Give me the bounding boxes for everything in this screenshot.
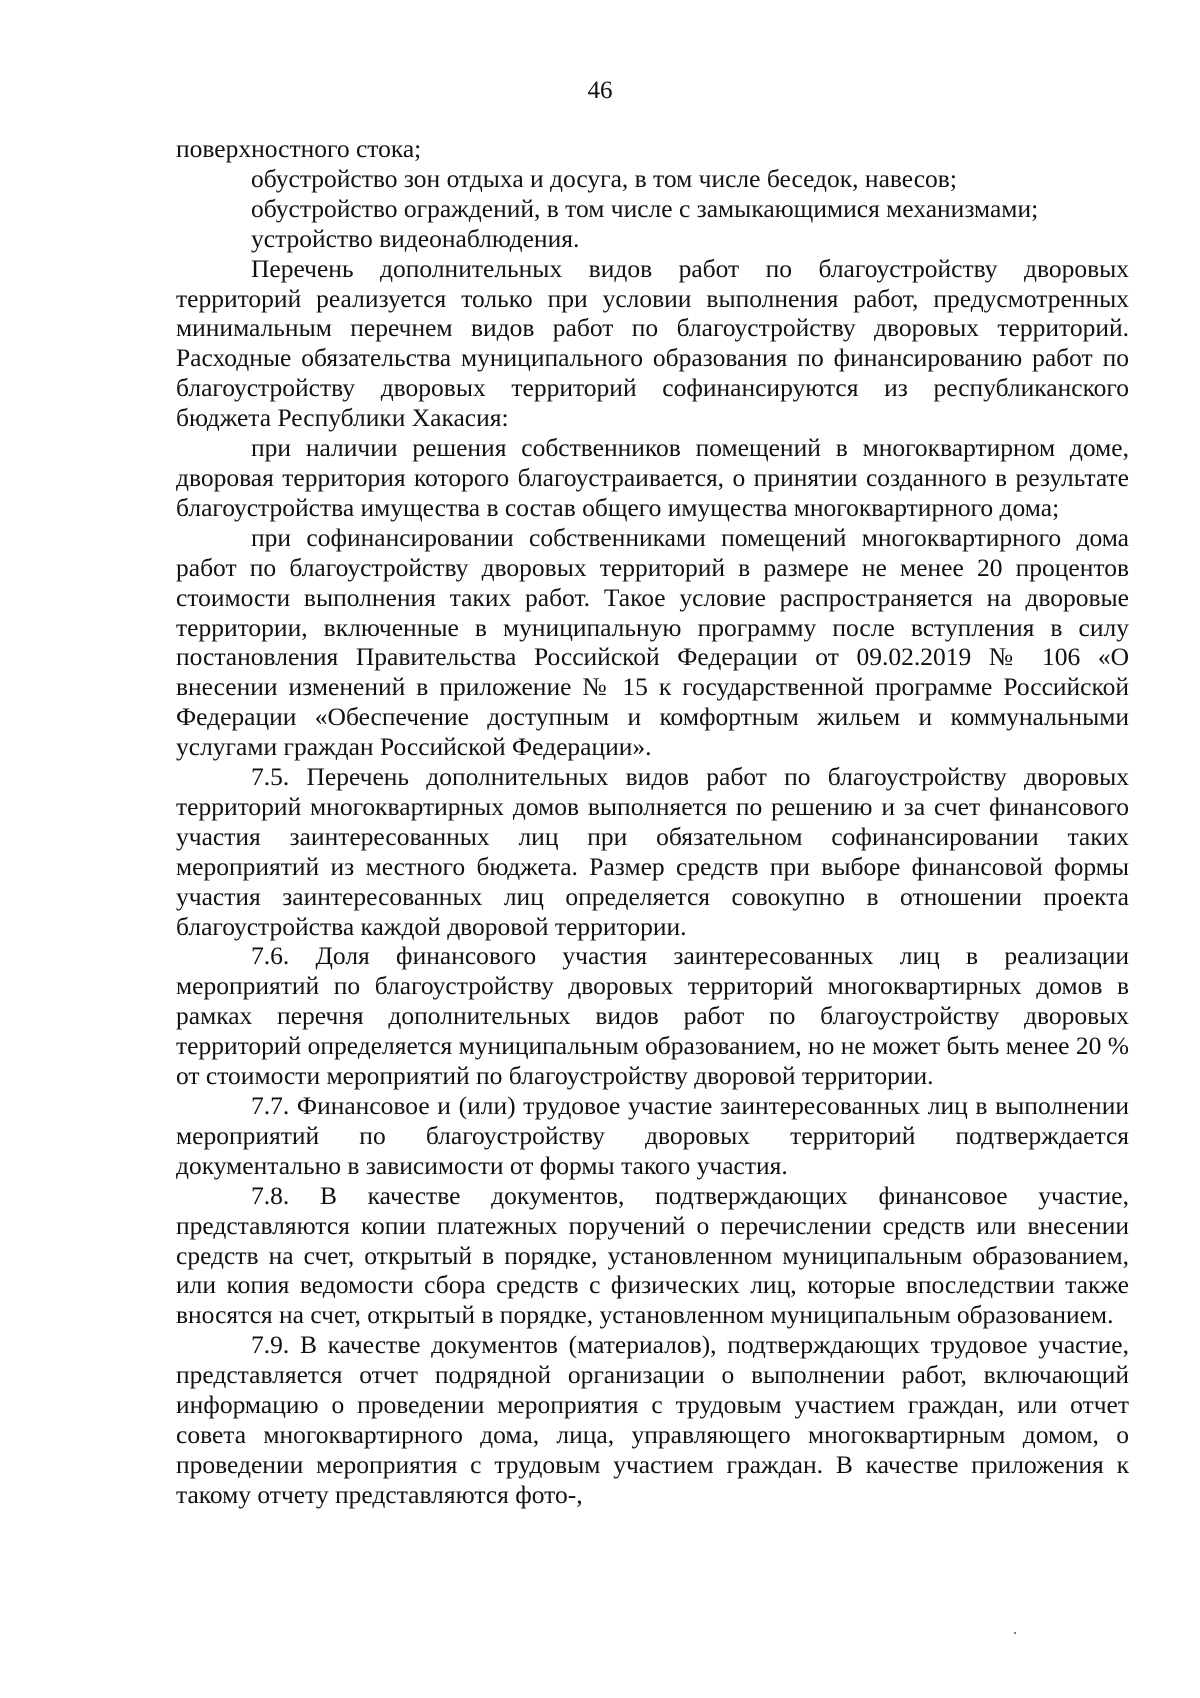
paragraph-video-surveillance: устройство видеонаблюдения.	[251, 223, 580, 253]
paragraph-additional-works-list: Перечень дополнительных видов работ по благоустройству дворовых территорий реализуется только при условии выполнения работ, предусмотренных минимальным перечнем видов работ по благоустройству дворовых территорий. Расходные обязательства муниципального образования по финансированию работ по благоустройству дворовых территорий софинансируются из республиканского бюджета Республики Хакасия:	[176, 253, 1129, 433]
paragraph-section-7-7: 7.7. Финансовое и (или) трудовое участие заинтересованных лиц в выполнении мероприятий по благоустройству дворовых территорий подтверждается документально в зависимости от формы такого участия.	[176, 1091, 1129, 1180]
paragraph-section-7-5: 7.5. Перечень дополнительных видов работ по благоустройству дворовых территорий многоквартирных домов выполняется по решению и за счет финансового участия заинтересованных лиц при обязательном софинансировании таких мероприятий из местного бюджета. Размер средств при выборе финансовой формы участия заинтересованных лиц определяется совокупно в отношении проекта благоустройства каждой дворовой территории.	[176, 762, 1129, 941]
paragraph-cofinancing: при софинансировании собственниками помещений многоквартирного дома работ по благоустройству дворовых территорий в размере не менее 20 процентов стоимости выполнения таких работ. Такое условие распространяется на дворовые территории, включенные в муниципальную программу после вступления в силу постановления Правительства Российской Федерации от 09.02.2019 № 106 «О внесении изменений в приложение № 15 к государственной программе Российской Федерации «Обеспечение доступным и комфортным жильем и коммунальными услугами граждан Российской Федерации».	[176, 522, 1129, 762]
paragraph-fences: обустройство ограждений, в том числе с замыкающимися механизмами;	[251, 193, 1039, 223]
page-number: 46	[587, 77, 613, 104]
document-body	[176, 134, 1129, 1510]
paragraph-section-7-8: 7.8. В качестве документов, подтверждающих финансовое участие, представляются копии платежных поручений о перечислении средств или внесении средств на счет, открытый в порядке, установленном муниципальным образованием, или копия ведомости сбора средств с физических лиц, которые впоследствии также вносятся на счет, открытый в порядке, установленном муниципальным образованием.	[176, 1180, 1129, 1330]
paragraph-section-7-6: 7.6. Доля финансового участия заинтересованных лиц в реализации мероприятий по благоустройству дворовых территорий многоквартирных домов в рамках перечня дополнительных видов работ по благоустройству дворовых территорий определяется муниципальным образованием, но не может быть менее 20 % от стоимости мероприятий по благоустройству дворовой территории.	[176, 941, 1129, 1091]
scan-speck	[1014, 1632, 1016, 1634]
paragraph-section-7-9: 7.9. В качестве документов (материалов), подтверждающих трудовое участие, представляется отчет подрядной организации о выполнении работ, включающий информацию о проведении мероприятия с трудовым участием граждан, или отчет совета многоквартирного дома, лица, управляющего многоквартирным домом, о проведении мероприятия с трудовым участием граждан. В качестве приложения к такому отчету представляются фото-,	[176, 1330, 1129, 1509]
paragraph-surface-runoff: поверхностного стока;	[176, 134, 422, 163]
paragraph-recreation-zones: обустройство зон отдыха и досуга, в том числе беседок, навесов;	[251, 163, 957, 193]
paragraph-owners-decision: при наличии решения собственников помещений в многоквартирном доме, дворовая территория которого благоустраивается, о принятии созданного в результате благоустройства имущества в состав общего имущества многоквартирного дома;	[176, 433, 1129, 522]
